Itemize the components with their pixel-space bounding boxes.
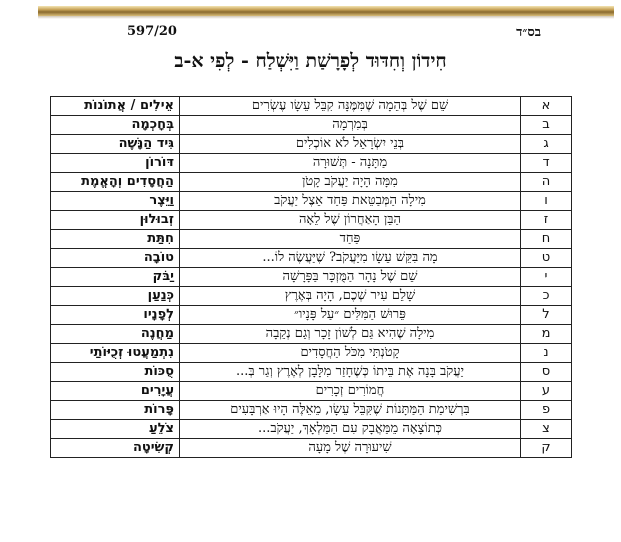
row-answer: טוֹבָה bbox=[51, 249, 180, 268]
row-clue: קָטֹנְתִּי מִכֹּל הַחֲסָדִים bbox=[180, 344, 521, 363]
row-answer: סֻכּוֹת bbox=[51, 363, 180, 382]
row-letter: ג bbox=[521, 135, 572, 154]
riddle-table bbox=[50, 96, 572, 458]
table-row bbox=[51, 268, 572, 287]
row-answer: לְפָנָיו bbox=[51, 306, 180, 325]
table-row bbox=[51, 306, 572, 325]
row-clue: פַּחַד bbox=[180, 230, 521, 249]
row-letter: ט bbox=[521, 249, 572, 268]
table-row bbox=[51, 382, 572, 401]
row-answer: דּוֹרוֹן bbox=[51, 154, 180, 173]
row-clue: כְּתוֹצָאָה מֵמַּאֲבָק עִם הַמַּלְאָךְ, יַעֲקֹב... bbox=[180, 420, 521, 439]
row-clue: שֵׁם שֶׁל בְּהֵמָה שֶׁמִּמֶּנָּה קִבֵּל עֵשָׂו עֶשְׂרִים bbox=[180, 97, 521, 116]
row-letter: ו bbox=[521, 192, 572, 211]
row-clue: חֲמוֹרִים זְכָרִים bbox=[180, 382, 521, 401]
row-answer: גִּיד הַנָּשֶׁה bbox=[51, 135, 180, 154]
row-letter: ז bbox=[521, 211, 572, 230]
row-clue: שֵׁם שֶׁל נָהָר הַמֻּזְכָּר בַּפָּרָשָׁה bbox=[180, 268, 521, 287]
table-row bbox=[51, 211, 572, 230]
row-clue: יַעֲקֹב בָּנָה אֶת בֵּיתוֹ כְּשֶׁחָזַר מִלָּבָן לְאֶרֶץ וְגַר בְּ... bbox=[180, 363, 521, 382]
table-row bbox=[51, 363, 572, 382]
row-letter: י bbox=[521, 268, 572, 287]
row-answer: עֲיָרִים bbox=[51, 382, 180, 401]
row-clue: בְּנֵי יִשְׂרָאֵל לֹא אוֹכְלִים bbox=[180, 135, 521, 154]
decorative-gold-bar bbox=[38, 6, 614, 16]
row-answer: קְשִׂיטָה bbox=[51, 439, 180, 458]
decorative-bar-shadow bbox=[38, 16, 614, 19]
row-clue: מִילָה שֶׁהִיא גַּם לְשׁוֹן זָכָר וְגַם נְקֵבָה bbox=[180, 325, 521, 344]
row-answer: מַחֲנֶה bbox=[51, 325, 180, 344]
row-clue: שִׁיעוּרָה שֶׁל מָעָה bbox=[180, 439, 521, 458]
row-answer: הַחֲסָדִים וְהָאֱמֶת bbox=[51, 173, 180, 192]
table-row bbox=[51, 287, 572, 306]
row-letter: פ bbox=[521, 401, 572, 420]
table-row bbox=[51, 401, 572, 420]
row-clue: מַתָּנָה - תְּשׁוּרָה bbox=[180, 154, 521, 173]
row-answer: פָּרוֹת bbox=[51, 401, 180, 420]
table-row bbox=[51, 439, 572, 458]
row-letter: ה bbox=[521, 173, 572, 192]
table-row bbox=[51, 154, 572, 173]
row-answer: חִתַּת bbox=[51, 230, 180, 249]
table-row bbox=[51, 97, 572, 116]
row-clue: בְּמִרְמָה bbox=[180, 116, 521, 135]
document-number: 597/20 bbox=[127, 24, 177, 39]
row-answer: בְּחָכְמָה bbox=[51, 116, 180, 135]
row-answer: וַיֵּצֶר bbox=[51, 192, 180, 211]
table-row bbox=[51, 420, 572, 439]
row-letter: ע bbox=[521, 382, 572, 401]
table-row bbox=[51, 249, 572, 268]
row-letter: ל bbox=[521, 306, 572, 325]
row-letter: כ bbox=[521, 287, 572, 306]
row-clue: הַבֵּן הָאַחֲרוֹן שֶׁל לֵאָה bbox=[180, 211, 521, 230]
table-row bbox=[51, 192, 572, 211]
row-clue: שָׁלֵם עִיר שְׁכֶם, הָיָה בְּאֶרֶץ bbox=[180, 287, 521, 306]
row-clue: מִמָּה הָיָה יַעֲקֹב קָטֹן bbox=[180, 173, 521, 192]
table-row bbox=[51, 230, 572, 249]
table-row bbox=[51, 135, 572, 154]
table-row bbox=[51, 116, 572, 135]
row-clue: בִּרְשִׁימַת הַמַּתָּנוֹת שֶׁקִּבֵּל עֵשָׂו, מֵאֵלֶּה הָיוּ אַרְבָּעִים bbox=[180, 401, 521, 420]
row-letter: א bbox=[521, 97, 572, 116]
row-letter: ד bbox=[521, 154, 572, 173]
riddle-table-body bbox=[51, 97, 572, 458]
row-answer: זְבוּלוּן bbox=[51, 211, 180, 230]
table-row bbox=[51, 344, 572, 363]
row-letter: צ bbox=[521, 420, 572, 439]
row-letter: ק bbox=[521, 439, 572, 458]
row-answer: צֹלֵעַ bbox=[51, 420, 180, 439]
row-letter: נ bbox=[521, 344, 572, 363]
row-answer: יַבֹּק bbox=[51, 268, 180, 287]
row-letter: ס bbox=[521, 363, 572, 382]
table-row bbox=[51, 173, 572, 192]
row-clue: מָה בִּקֵּשׁ עֵשָׂו מִיַּעֲקֹב? שֶׁיַּעֲשֶׂה לוֹ... bbox=[180, 249, 521, 268]
row-letter: ב bbox=[521, 116, 572, 135]
page-title: חִידוֹן וְחִדּוּד לְפָרָשַׁת וַיִּשְׁלַח - לְפִי א-ב bbox=[174, 50, 447, 72]
table-row bbox=[51, 325, 572, 344]
row-clue: מִילָה הַמְּבַטֵּאת פַּחַד אֵצֶל יַעֲקֹב bbox=[180, 192, 521, 211]
row-clue: פֵּרוּשׁ הַמִּלִּים ״עַל פָּנָיו״ bbox=[180, 306, 521, 325]
row-letter: מ bbox=[521, 325, 572, 344]
row-answer: נִתְמַעֲטוּ זְכֻיּוֹתַי bbox=[51, 344, 180, 363]
row-letter: ח bbox=[521, 230, 572, 249]
row-answer: אֵילִים / אֲתוֹנוֹת bbox=[51, 97, 180, 116]
bsd-heading: בס״ד bbox=[516, 25, 541, 40]
row-answer: כְּנַעַן bbox=[51, 287, 180, 306]
